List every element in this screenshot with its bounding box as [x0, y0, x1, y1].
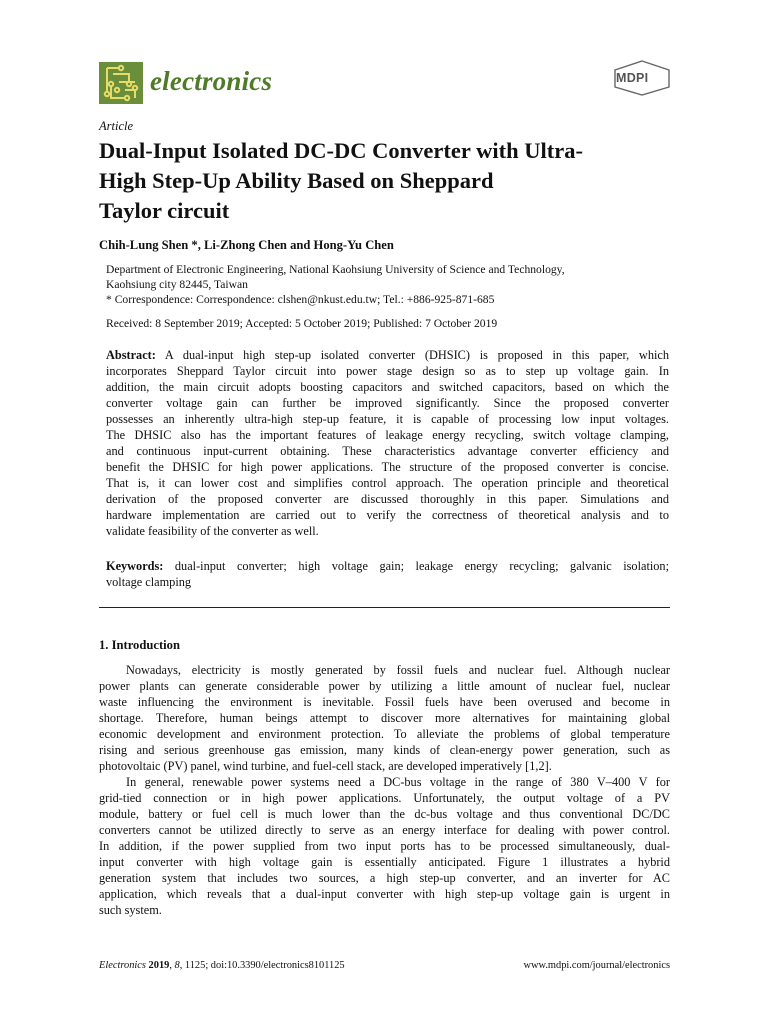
abstract-line-1-text: A dual-input high step-up isolated converter (DHSIC) is proposed in this paper, which — [155, 348, 669, 362]
body-line: shortage. Therefore, human beings attempt to discover more alternatives for maintaining global — [99, 711, 670, 725]
abstract-line-1 — [106, 347, 669, 363]
abstract-line: The DHSIC also has the important features of leakage energy recycling, switch voltage clamping, — [106, 428, 669, 442]
affiliation-line-2: Kaohsiung city 82445, Taiwan — [106, 278, 248, 291]
footer-citation: Electronics 2019, 8, 1125; doi:10.3390/electronics8101125 — [99, 960, 345, 971]
body-line: converters cannot be utilized directly to serve as an energy interface for dealing with power control. — [99, 823, 670, 837]
body-line: waste influencing the environment is inevitable. Fossil fuels have been overused and become in — [99, 695, 670, 709]
abstract-line: and continuous input-current obtaining. These characteristics advantage converter efficiency and — [106, 444, 669, 458]
affiliation-line-1: Department of Electronic Engineering, National Kaohsiung University of Science and Technology, — [106, 263, 565, 276]
body-line: input converter with high voltage gain is essentially anticipated. Figure 1 illustrates a hybrid — [99, 855, 670, 869]
author-list: Chih-Lung Shen *, Li-Zhong Chen and Hong-Yu Chen — [99, 238, 394, 252]
abstract-line: possesses an inherently ultra-high step-up feature, it is capable of processing low input voltages. — [106, 412, 669, 426]
publication-dates: Received: 8 September 2019; Accepted: 5 October 2019; Published: 7 October 2019 — [106, 317, 498, 330]
abstract-line: That is, it can lower cost and simplifies control approach. The operation principle and theoretical — [106, 476, 669, 490]
body-line: In general, renewable power systems need a DC-bus voltage in the range of 380 V–400 V for — [126, 775, 670, 789]
body-line: module, battery or fuel cell is much lower than the dc-bus voltage and thus conventional DC/DC — [99, 807, 670, 821]
publisher-name: MDPI — [616, 71, 649, 85]
abstract-line: incorporates Sheppard Taylor circuit into power stage design so as to step up voltage gain. In — [106, 364, 669, 378]
journal-logo-icon — [99, 62, 143, 104]
abstract-line: validate feasibility of the converter as well. — [106, 524, 319, 538]
title-line-3: Taylor circuit — [99, 198, 230, 223]
journal-name: electronics — [150, 66, 273, 96]
abstract-line: derivation of the proposed converter are discussed thoroughly in this paper. Simulations and — [106, 492, 669, 506]
footer-volume: 8 — [174, 960, 180, 971]
footer-year: 2019 — [148, 960, 170, 971]
body-line: application, which reveals that a dual-input converter with high step-up voltage gain is urgent in — [99, 887, 670, 901]
body-line: such system. — [99, 903, 162, 917]
footer-journal: Electronics — [99, 960, 146, 971]
abstract-label: Abstract: — [106, 348, 156, 362]
body-line: power plants can generate considerable power by utilizing a little amount of nuclear fuel, nuclear — [99, 679, 670, 693]
correspondence-line: * Correspondence: Correspondence: clshen@nkust.edu.tw; Tel.: +886-925-871-685 — [106, 293, 495, 306]
abstract-line: benefit the DHSIC for high power applications. The structure of the proposed converter is concise. — [106, 460, 669, 474]
keywords-line-2: voltage clamping — [106, 575, 192, 589]
abstract-line: addition, the main circuit adopts boosting capacitors and switched capacitors, based on which the — [106, 380, 669, 394]
body-line: Nowadays, electricity is mostly generated by fossil fuels and nuclear fuel. Although nuclear — [126, 663, 670, 677]
keywords-line-1 — [106, 558, 669, 574]
title-line-1: Dual-Input Isolated DC-DC Converter with Ultra- — [99, 138, 583, 163]
footer-doi: , 1125; doi:10.3390/electronics8101125 — [179, 960, 345, 971]
section-heading: 1. Introduction — [99, 638, 180, 652]
footer-journal-url[interactable]: www.mdpi.com/journal/electronics — [523, 960, 670, 971]
body-line: In addition, if the power supplied from two input ports has to be processed simultaneously, dual- — [99, 839, 670, 853]
abstract-line: hardware implementation are carried out to verify the correctness of theoretical analysis and to — [106, 508, 669, 522]
body-line: rising and serious greenhouse gas emission, many kinds of clean-energy power generation, such as — [99, 743, 670, 757]
body-line: economic development and environment protection. To alleviate the problems of global temperature — [99, 727, 670, 741]
body-line: grid-tied connection or in high power applications. Unfortunately, the output voltage of a PV — [99, 791, 670, 805]
keywords-line-1-text: dual-input converter; high voltage gain; leakage energy recycling; galvanic isolation; — [163, 559, 669, 573]
publisher-logo-icon — [612, 60, 672, 96]
title-line-2: High Step-Up Ability Based on Sheppard — [99, 168, 494, 193]
abstract-line: converter voltage gain can further be improved significantly. Since the proposed converter — [106, 396, 669, 410]
section-divider — [99, 607, 670, 608]
body-line: generation system that includes two sources, a high step-up converter, and an inverter for AC — [99, 871, 670, 885]
keywords-label: Keywords: — [106, 559, 164, 573]
article-type: Article — [99, 119, 134, 133]
body-line: photovoltaic (PV) panel, wind turbine, and fuel-cell stack, are developed imperatively [1,2]. — [99, 759, 552, 773]
